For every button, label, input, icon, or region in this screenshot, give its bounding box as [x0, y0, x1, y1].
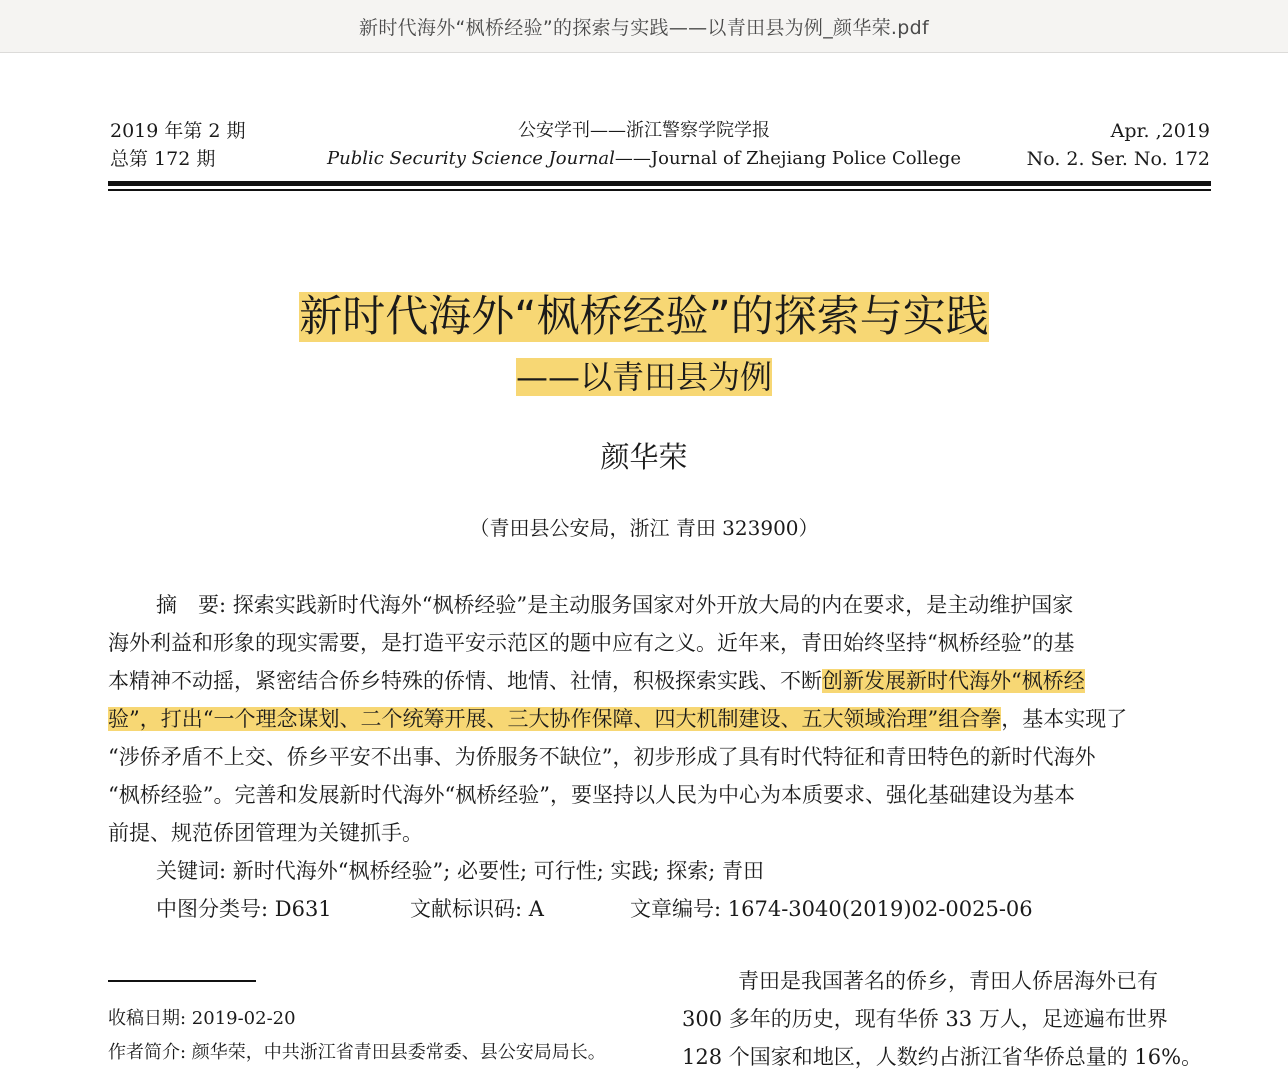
body-text: 青田是我国著名的侨乡，青田人侨居海外已有: [738, 969, 1158, 993]
body-line: [682, 962, 1212, 1000]
article-subtitle: [0, 354, 1288, 400]
abstract-text: 摘 要: 探索实践新时代海外“枫桥经验”是主动服务国家对外开放大局的内在要求，是主动维护国家: [156, 593, 1074, 617]
journal-name-en-italic: Public Security Science Journal: [327, 148, 615, 169]
window-titlebar: [0, 0, 1288, 53]
article-title: [0, 288, 1288, 346]
abstract: [108, 586, 1212, 928]
journal-name-cn: 公安学刊——浙江警察学院学报: [518, 120, 770, 141]
keywords-text: 关键词: 新时代海外“枫桥经验”; 必要性; 可行性; 实践; 探索; 青田: [156, 859, 764, 883]
author-affiliation: （青田县公安局，浙江 青田 323900）: [469, 516, 819, 540]
abstract-text: 本精神不动摇，紧密结合侨乡特殊的侨情、地情、社情，积极探索实践、不断: [108, 669, 822, 693]
abstract-line: [108, 586, 1212, 624]
article-author: 颜华荣: [600, 440, 688, 474]
issue-total-number: 总第 172 期: [110, 148, 216, 170]
body-line: 128 个国家和地区，人数约占浙江省华侨总量的 16%。: [682, 1045, 1203, 1069]
abstract-text: ，基本实现了: [1001, 707, 1128, 731]
header-rule-thick: [108, 181, 1211, 186]
author-bio: 作者简介: 颜华荣，中共浙江省青田县委常委、县公安局局长。: [108, 1042, 606, 1063]
journal-name-en-rest: ——Journal of Zhejiang Police College: [614, 148, 961, 169]
footnote-rule: [108, 980, 256, 982]
abstract-line: “涉侨矛盾不上交、侨乡平安不出事、为侨服务不缺位”，初步形成了具有时代特征和青田特色的新时代海外: [108, 745, 1096, 769]
abstract-highlight: 验”，打出“一个理念谋划、二个统筹开展、三大协作保障、四大机制建设、五大领域治理”组合拳: [108, 707, 1002, 731]
body-column: [682, 962, 1212, 1076]
abstract-line: 前提、规范侨团管理为关键抓手。: [108, 821, 423, 845]
abstract-line: [108, 700, 1212, 738]
header-rule-thin: [108, 189, 1211, 191]
clc-number: 中图分类号: D631: [156, 897, 332, 921]
abstract-line: “枫桥经验”。完善和发展新时代海外“枫桥经验”，要坚持以人民为中心为本质要求、强化基础建设为基本: [108, 783, 1075, 807]
abstract-line: [108, 662, 1212, 700]
article-number: 文章编号: 1674-3040(2019)02-0025-06: [630, 897, 1033, 921]
issue-series-number: No. 2. Ser. No. 172: [1026, 148, 1210, 170]
received-date: 收稿日期: 2019-02-20: [108, 1008, 296, 1029]
document-code: 文献标识码: A: [410, 897, 544, 921]
issue-date: Apr. ,2019: [1110, 120, 1210, 142]
issue-year-number: 2019 年第 2 期: [110, 120, 246, 142]
window-title: 新时代海外“枫桥经验”的探索与实践——以青田县为例_颜华荣.pdf: [359, 16, 929, 39]
body-line: 300 多年的历史，现有华侨 33 万人，足迹遍布世界: [682, 1007, 1168, 1031]
classification-line: [108, 890, 1212, 928]
abstract-line: 海外利益和形象的现实需要，是打造平安示范区的题中应有之义。近年来，青田始终坚持“枫桥经验”的基: [108, 631, 1075, 655]
keywords: [108, 852, 1212, 890]
article-subtitle-text: ——以青田县为例: [515, 358, 772, 396]
abstract-highlight: 创新发展新时代海外“枫桥经: [822, 669, 1085, 693]
article-title-text: 新时代海外“枫桥经验”的探索与实践: [299, 292, 989, 342]
